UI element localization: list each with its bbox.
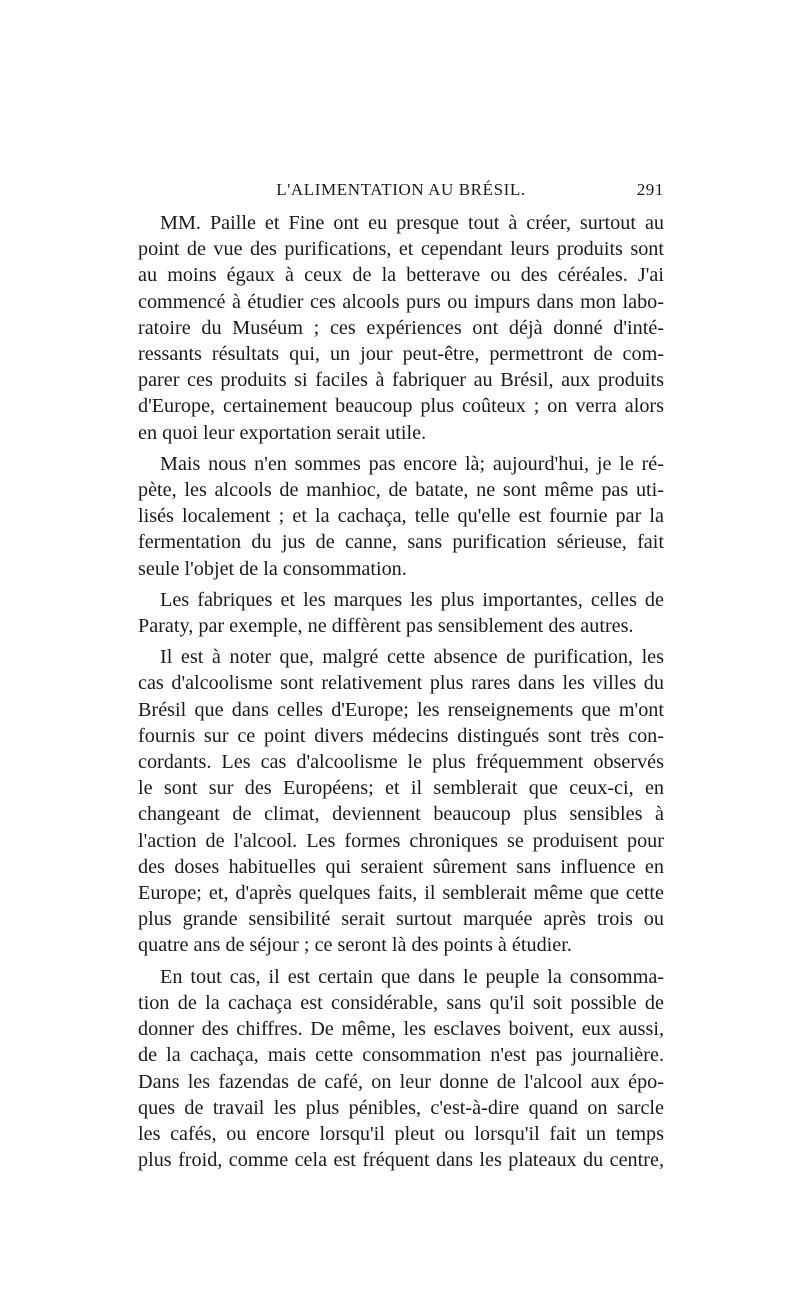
page-number: 291 — [636, 180, 664, 199]
text-line: au moins égaux à ceux de la betterave ou des céréales. J'ai — [138, 264, 664, 287]
paragraph — [138, 587, 664, 639]
text-line: l'action de l'alcool. Les formes chroniques se produisent pour — [138, 829, 664, 852]
text-line: Il est à noter que, malgré cette absence de purification, les — [160, 646, 664, 669]
text-line: des doses habituelles qui seraient sûrement sans influence en — [138, 855, 664, 878]
body-text — [138, 210, 664, 1178]
text-line: plus froid, comme cela est fréquent dans les plateaux du centre, — [138, 1149, 664, 1172]
text-line: d'Europe, certainement beaucoup plus coûteux ; on verra alors — [138, 395, 664, 418]
text-line: commencé à étudier ces alcools purs ou impurs dans mon labo- — [138, 290, 664, 313]
text-line: ques de travail les plus pénibles, c'est-à-dire quand on sarcle — [138, 1096, 664, 1119]
running-title: L'ALIMENTATION AU BRÉSIL. — [276, 180, 526, 199]
text-line: Dans les fazendas de café, on leur donne de l'alcool aux épo- — [138, 1070, 664, 1093]
text-line: Europe; et, d'après quelques faits, il semblerait même que cette — [138, 882, 664, 905]
text-line: les cafés, ou encore lorsqu'il pleut ou lorsqu'il fait un temps — [138, 1122, 664, 1145]
text-line: changeant de climat, deviennent beaucoup plus sensibles à — [138, 803, 664, 826]
text-line: En tout cas, il est certain que dans le peuple la consomma- — [160, 965, 664, 988]
text-line: lisés localement ; et la cachaça, telle qu'elle est fournie par la — [138, 505, 664, 528]
text-line: plus grande sensibilité serait surtout marquée après trois ou — [138, 908, 664, 931]
text-line: le sont sur des Européens; et il semblerait que ceux-ci, en — [138, 777, 664, 800]
text-line: Mais nous n'en sommes pas encore là; aujourd'hui, je le ré- — [160, 452, 664, 475]
text-line: fournis sur ce point divers médecins distingués sont très con- — [138, 724, 664, 747]
text-line: de la cachaça, mais cette consommation n'est pas journalière. — [138, 1044, 664, 1067]
text-line: cordants. Les cas d'alcoolisme le plus fréquemment observés — [138, 751, 664, 774]
text-line: point de vue des purifications, et cependant leurs produits sont — [138, 238, 664, 261]
text-line: seule l'objet de la consommation. — [138, 557, 407, 580]
paragraph — [138, 451, 664, 582]
text-line: ratoire du Muséum ; ces expériences ont déjà donné d'inté- — [138, 316, 664, 339]
text-line: fermentation du jus de canne, sans purification sérieuse, fait — [138, 531, 664, 554]
page-header — [138, 180, 664, 204]
text-line: Les fabriques et les marques les plus importantes, celles de — [160, 588, 664, 611]
text-line: MM. Paille et Fine ont eu presque tout à créer, surtout au — [160, 212, 664, 234]
text-line: quatre ans de séjour ; ce seront là des points à étudier. — [138, 934, 572, 957]
text-line: donner des chiffres. De même, les esclaves boivent, eux aussi, — [138, 1018, 664, 1041]
paragraph — [138, 964, 664, 1174]
paragraph — [138, 644, 664, 958]
text-line: pète, les alcools de manhioc, de batate, ne sont même pas uti- — [138, 479, 664, 502]
text-line: tion de la cachaça est considérable, sans qu'il soit possible de — [138, 991, 664, 1014]
text-line: ressants résultats qui, un jour peut-être, permettront de com- — [138, 343, 664, 366]
text-line: en quoi leur exportation serait utile. — [138, 421, 427, 444]
paragraph — [138, 210, 664, 446]
text-line: parer ces produits si faciles à fabriquer au Brésil, aux produits — [138, 369, 664, 392]
text-line: Paraty, par exemple, ne diffèrent pas sensiblement des autres. — [138, 615, 634, 638]
text-line: cas d'alcoolisme sont relativement plus rares dans les villes du — [138, 672, 664, 695]
text-line: Brésil que dans celles d'Europe; les renseignements que m'ont — [138, 698, 664, 721]
